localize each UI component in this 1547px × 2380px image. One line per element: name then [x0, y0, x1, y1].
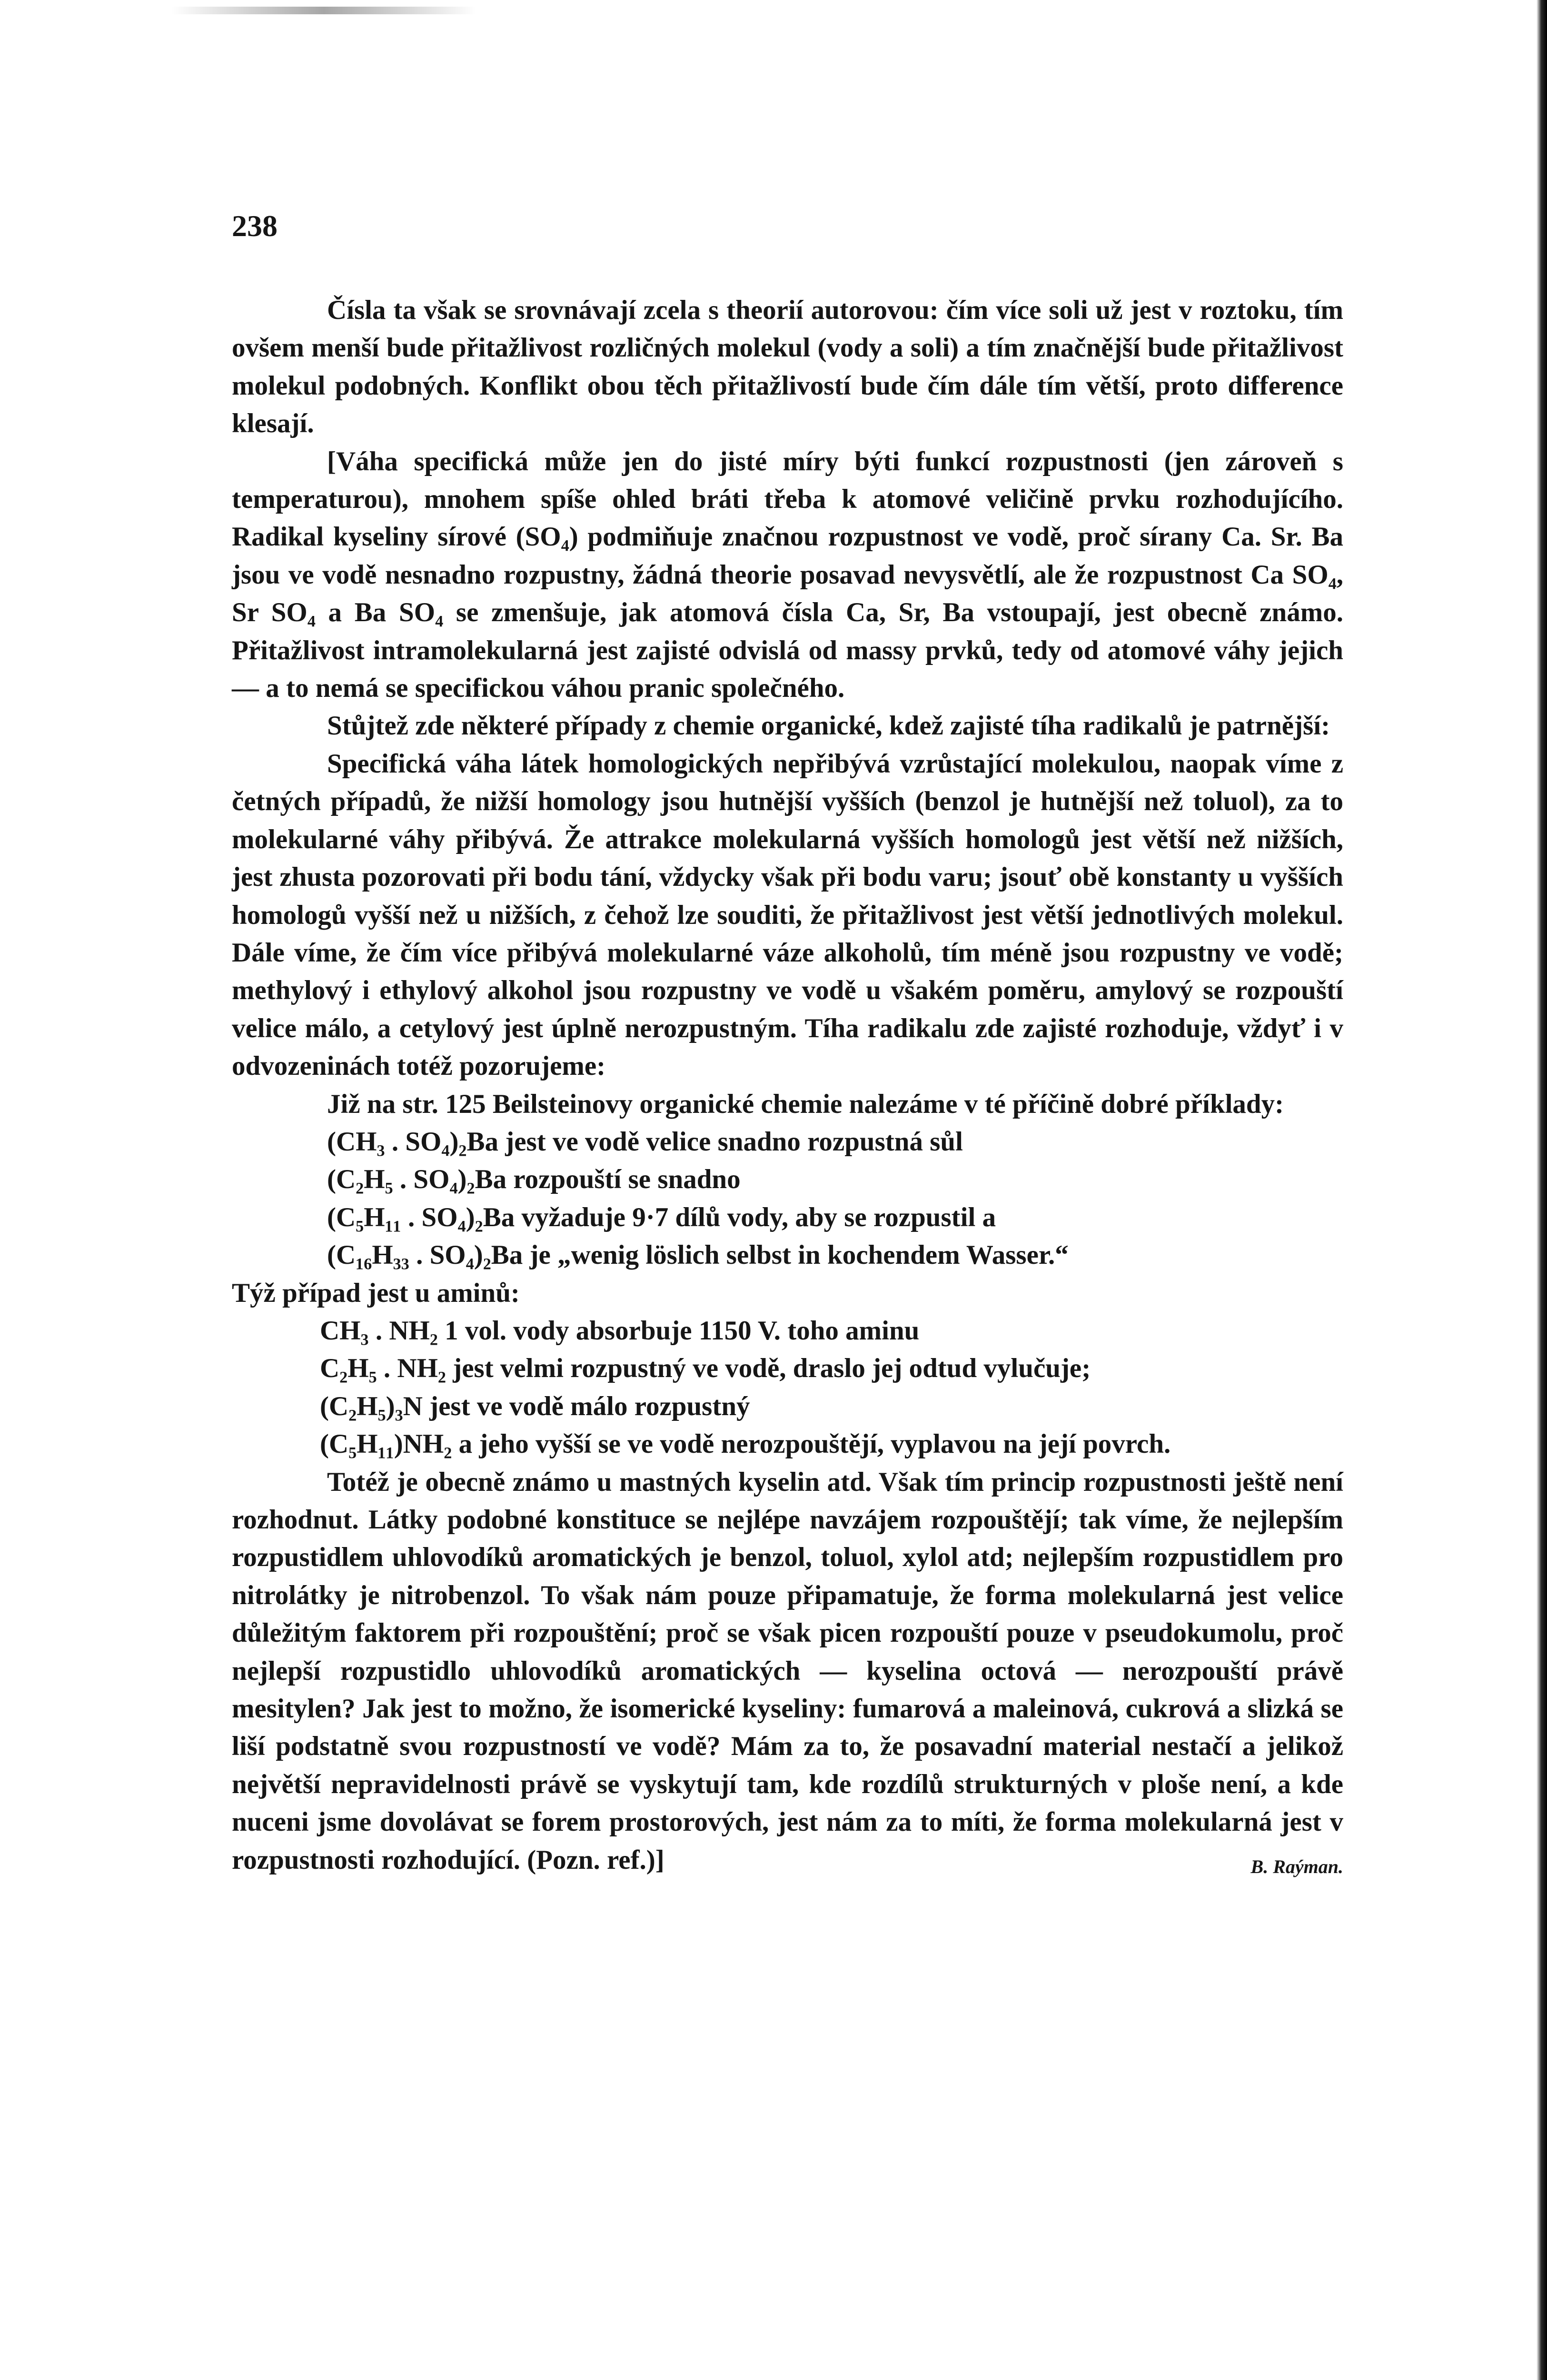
- final-paragraph: Totéž je obecně známo u mastných kyselin atd. Však tím princip rozpustnosti ještě není rozhodnut. Látky podobné konstituce se nejlépe navzájem rozpouštějí; tak víme, že nejlepším rozpustidlem uhlovodíků aromatických je benzol, toluol, xylol atd; nejlepším rozpustidlem pro nitrolátky je nitrobenzol. To však nám pouze připamatuje, že forma molekularná jest velice důležitým faktorem při rozpouštění; proč se však picen rozpouští pouze v pseudokumolu, proč nejlepší rozpustidlo uhlovodíků aromatických — kyselina octová — nerozpouští právě mesitylen? Jak jest to možno, že isomerické kyseliny: fumarová a maleinová, cukrová a slizká se liší podstatně svou rozpustností ve vodě? Mám za to, že posavadní material nestačí a jelikož největší nepravidelnosti právě se vyskytují tam, kde rozdílů strukturných v ploše není, a kde nuceni jsme dovolávat se forem prostorových, jest nám za to míti, že forma molekularná jest v rozpustnosti rozhodující. (Pozn. ref.)]: [232, 1467, 1343, 1875]
- paragraph: [Váha specifická může jen do jisté míry býti funkcí rozpustnosti (jen zároveň s temperaturou), mnohem spíše ohled bráti třeba k atomové veličině prvku rozhodujícího. Radikal kyseliny sírové (SO₄) podmiňuje značnou rozpustnost ve vodě, proč sírany Ca. Sr. Ba jsou ve vodě nesnadno rozpustny, žádná theorie posavad nevysvětlí, ale že rozpustnost Ca SO₄, Sr SO₄ a Ba SO₄ se zmenšuje, jak atomová čísla Ca, Sr, Ba vstoupají, jest obecně známo. Přitažlivost intramolekularná jest zajisté odvislá od massy prvků, tedy od atomové váhy jejich — a to nemá se specifickou váhou pranic společného.: [232, 446, 1343, 704]
- body-text: [232, 291, 1343, 1885]
- formula-line: (C₂H₅ . SO₄)₂Ba rozpouští se snadno: [327, 1164, 741, 1195]
- formula-line: (C₅H₁₁)NH₂ a jeho vyšší se ve vodě nerozpouštějí, vyplavou na její povrch.: [320, 1429, 1171, 1459]
- paragraph: Již na str. 125 Beilsteinovy organické chemie nalezáme v té příčině dobré příklady:: [327, 1089, 1284, 1119]
- formula-line: CH₃ . NH₂ 1 vol. vody absorbuje 1150 V. toho aminu: [320, 1315, 920, 1346]
- page-number: 238: [232, 209, 278, 243]
- paragraph: Čísla ta však se srovnávají zcela s theorií autorovou: čím více soli už jest v roztoku, tím ovšem menší bude přitažlivost rozličných molekul (vody a soli) a tím značnější bude přitažlivost molekul podobných. Konflikt obou těch přitažlivostí bude čím dále tím větší, proto difference klesají.: [232, 295, 1343, 439]
- formula-line: C₂H₅ . NH₂ jest velmi rozpustný ve vodě, draslo jej odtud vylučuje;: [320, 1353, 1091, 1384]
- formula-line: (C₅H₁₁ . SO₄)₂Ba vyžaduje 9·7 dílů vody, aby se rozpustil a: [327, 1202, 996, 1232]
- scan-edge-shadow: [1537, 0, 1547, 2380]
- formula-line: (C₁₆H₃₃ . SO₄)₂Ba je „wenig löslich selbst in kochendem Wasser.“: [327, 1240, 1069, 1270]
- formula-line: (CH₃ . SO₄)₂Ba jest ve vodě velice snadno rozpustná sůl: [327, 1126, 963, 1157]
- paragraph: [232, 1463, 1343, 1879]
- amine-intro: Týž případ jest u aminů:: [232, 1278, 520, 1308]
- formula-line: (C₂H₅)₃N jest ve vodě málo rozpustný: [320, 1391, 750, 1421]
- paragraph: Specifická váha látek homologických nepřibývá vzrůstající molekulou, naopak víme z četných případů, že nižší homology jsou hutnější vyšších (benzol je hutnější než toluol), za to molekularné váhy přibývá. Že attrakce molekularná vyšších homologů jest větší než nižších, jest zhusta pozorovati při bodu tání, vždycky však při bodu varu; jsouť obě konstanty u vyšších homologů vyšší než u nižších, z čehož lze souditi, že přitažlivost jest větší jednotlivých molekul. Dále víme, že čím více přibývá molekularné váze alkoholů, tím méně jsou rozpustny ve vodě; methylový i ethylový alkohol jsou rozpustny ve vodě u všakém poměru, amylový se rozpouští velice málo, a cetylový jest úplně nerozpustným. Tíha radikalu zde zajisté rozhoduje, vždyť i v odvozeninách totéž pozorujeme:: [232, 748, 1343, 1081]
- scan-top-mark: [171, 7, 476, 14]
- paragraph: Stůjtež zde některé případy z chemie organické, kdež zajisté tíha radikalů je patrnější:: [327, 711, 1330, 741]
- signature: B. Raýman.: [1250, 1855, 1343, 1877]
